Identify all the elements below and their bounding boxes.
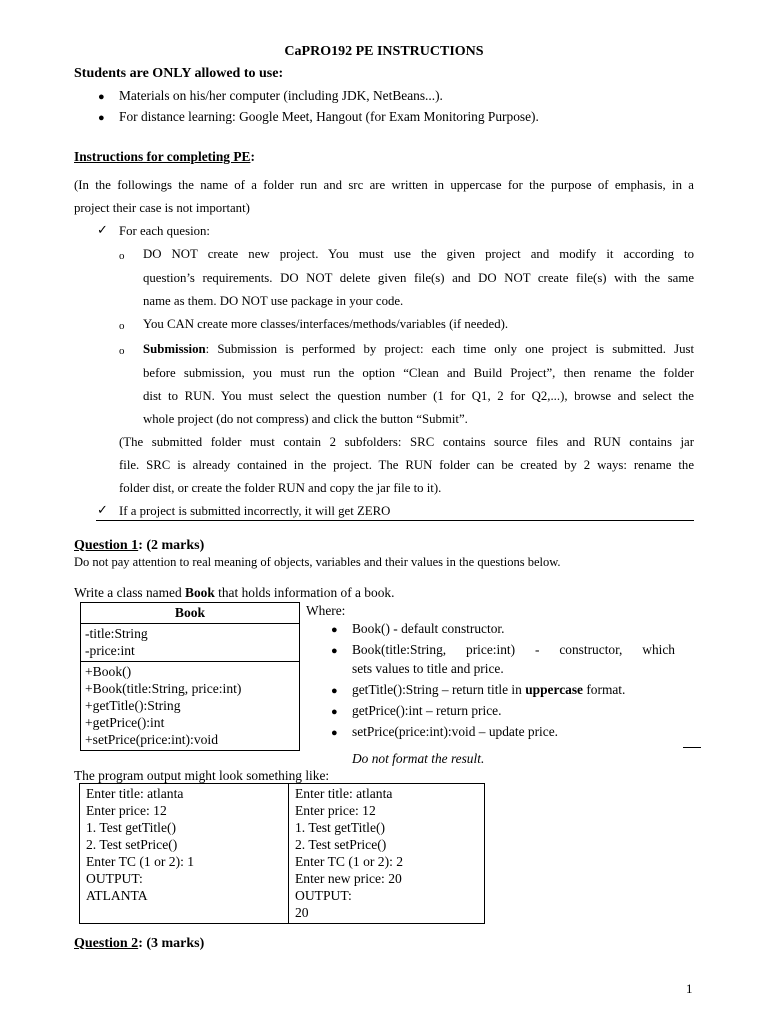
output-line: OUTPUT: [295, 888, 352, 903]
output-line: 1. Test getTitle() [295, 820, 386, 835]
page-number: 1 [686, 981, 693, 996]
no-format-note: Do not format the result. [352, 751, 485, 766]
uml-fields [81, 624, 300, 662]
bullet-icon: ● [331, 727, 338, 739]
circle-bullet-icon: o [119, 345, 125, 357]
output-line: Enter TC (1 or 2): 2 [295, 854, 404, 869]
output-line: Enter TC (1 or 2): 1 [86, 854, 195, 869]
output-line: Enter title: atlanta [295, 786, 393, 801]
output-line: OUTPUT: [86, 871, 143, 886]
uml-method: +setPrice(price:int):void [85, 732, 218, 747]
output-line: ATLANTA [86, 888, 148, 903]
output-line: Enter price: 12 [295, 803, 376, 818]
for-each-text: For each quesion: [119, 224, 210, 238]
question-2-heading: Question 2: (3 marks) [74, 936, 205, 951]
desc-gettitle: getTitle():String – return title in uppercase format. [352, 682, 626, 697]
submission-line-1: Submission: Submission is performed by project: each time only one project is submitted. Just [143, 342, 694, 356]
rule-1-line-3: name as them. DO NOT use package in your code. [143, 294, 404, 308]
desc-getprice: getPrice():int – return price. [352, 703, 502, 718]
uml-field: -title:String [85, 626, 148, 641]
zero-note: If a project is submitted incorrectly, it will get ZERO [119, 504, 391, 518]
uml-class-name: Book [81, 603, 300, 624]
output-case-2 [289, 784, 485, 924]
rule-2: You CAN create more classes/interfaces/methods/variables (if needed). [143, 317, 509, 331]
desc-default-constructor: Book() - default constructor. [352, 621, 505, 636]
submission-line-2: before submission, you must run the option “Clean and Build Project”, then rename the folder [143, 366, 694, 380]
uml-method: +getTitle():String [85, 698, 181, 713]
short-rule [683, 747, 701, 748]
bullet-icon: ● [98, 112, 105, 124]
allowed-heading: Students are ONLY allowed to use: [74, 66, 284, 81]
output-line: Enter title: atlanta [86, 786, 184, 801]
uml-method: +Book(title:String, price:int) [85, 681, 242, 696]
folder-line-3: folder dist, or create the folder RUN and copy the jar file to it). [119, 481, 442, 495]
question-1-heading: Question 1: (2 marks) [74, 538, 205, 553]
rule-1-line-2: question’s requirements. DO NOT delete given file(s) and DO NOT create file(s) with the same [143, 271, 694, 285]
bullet-icon: ● [98, 91, 105, 103]
question-1-prompt: Write a class named Book that holds information of a book. [74, 585, 395, 600]
desc-constructor-line-1: Book(title:String, price:int) - constructor, which [352, 642, 675, 657]
instructions-heading: Instructions for completing PE: [74, 149, 255, 164]
uml-class-diagram [80, 602, 300, 751]
output-line: 2. Test setPrice() [295, 837, 387, 852]
uml-method: +getPrice():int [85, 715, 165, 730]
divider [96, 520, 694, 521]
where-label: Where: [306, 603, 346, 618]
output-line: Enter new price: 20 [295, 871, 402, 886]
page-title: CaPRO192 PE INSTRUCTIONS [284, 44, 484, 59]
question-1-note: Do not pay attention to real meaning of objects, variables and their values in the questions below. [74, 555, 561, 569]
folder-line-2: file. SRC is already contained in the project. The RUN folder can be created by 2 ways: rename the [119, 458, 694, 472]
uml-field: -price:int [85, 643, 135, 658]
uml-methods [81, 662, 300, 751]
sample-output-table [79, 783, 485, 924]
uml-method: +Book() [85, 664, 132, 679]
allowed-item-1: Materials on his/her computer (including JDK, NetBeans...). [119, 88, 443, 103]
note-line-1: (In the followings the name of a folder run and src are written in uppercase for the purpose of emphasis, in a [74, 178, 694, 192]
circle-bullet-icon: o [119, 320, 125, 332]
desc-constructor-line-2: sets values to title and price. [352, 661, 504, 676]
folder-line-1: (The submitted folder must contain 2 subfolders: SRC contains source files and RUN contains jar [119, 435, 694, 449]
note-line-2: project their case is not important) [74, 201, 250, 215]
output-line: 1. Test getTitle() [86, 820, 177, 835]
output-line: 2. Test setPrice() [86, 837, 178, 852]
allowed-item-2: For distance learning: Google Meet, Hangout (for Exam Monitoring Purpose). [119, 109, 539, 124]
bullet-icon: ● [331, 624, 338, 636]
desc-setprice: setPrice(price:int):void – update price. [352, 724, 558, 739]
checkmark-icon: ✓ [97, 222, 108, 237]
output-line: 20 [295, 905, 309, 920]
circle-bullet-icon: o [119, 250, 125, 262]
output-line: Enter price: 12 [86, 803, 167, 818]
output-case-1 [80, 784, 289, 924]
bullet-icon: ● [331, 706, 338, 718]
submission-line-3: dist to RUN. You must select the question number (1 for Q1, 2 for Q2,...), browse and select the [143, 389, 694, 403]
bullet-icon: ● [331, 685, 338, 697]
submission-line-4: whole project (do not compress) and click the button “Submit”. [143, 412, 468, 426]
bullet-icon: ● [331, 645, 338, 657]
output-intro: The program output might look something like: [74, 768, 330, 783]
checkmark-icon: ✓ [97, 502, 108, 517]
rule-1-line-1: DO NOT create new project. You must use the given project and modify it according to [143, 247, 694, 261]
